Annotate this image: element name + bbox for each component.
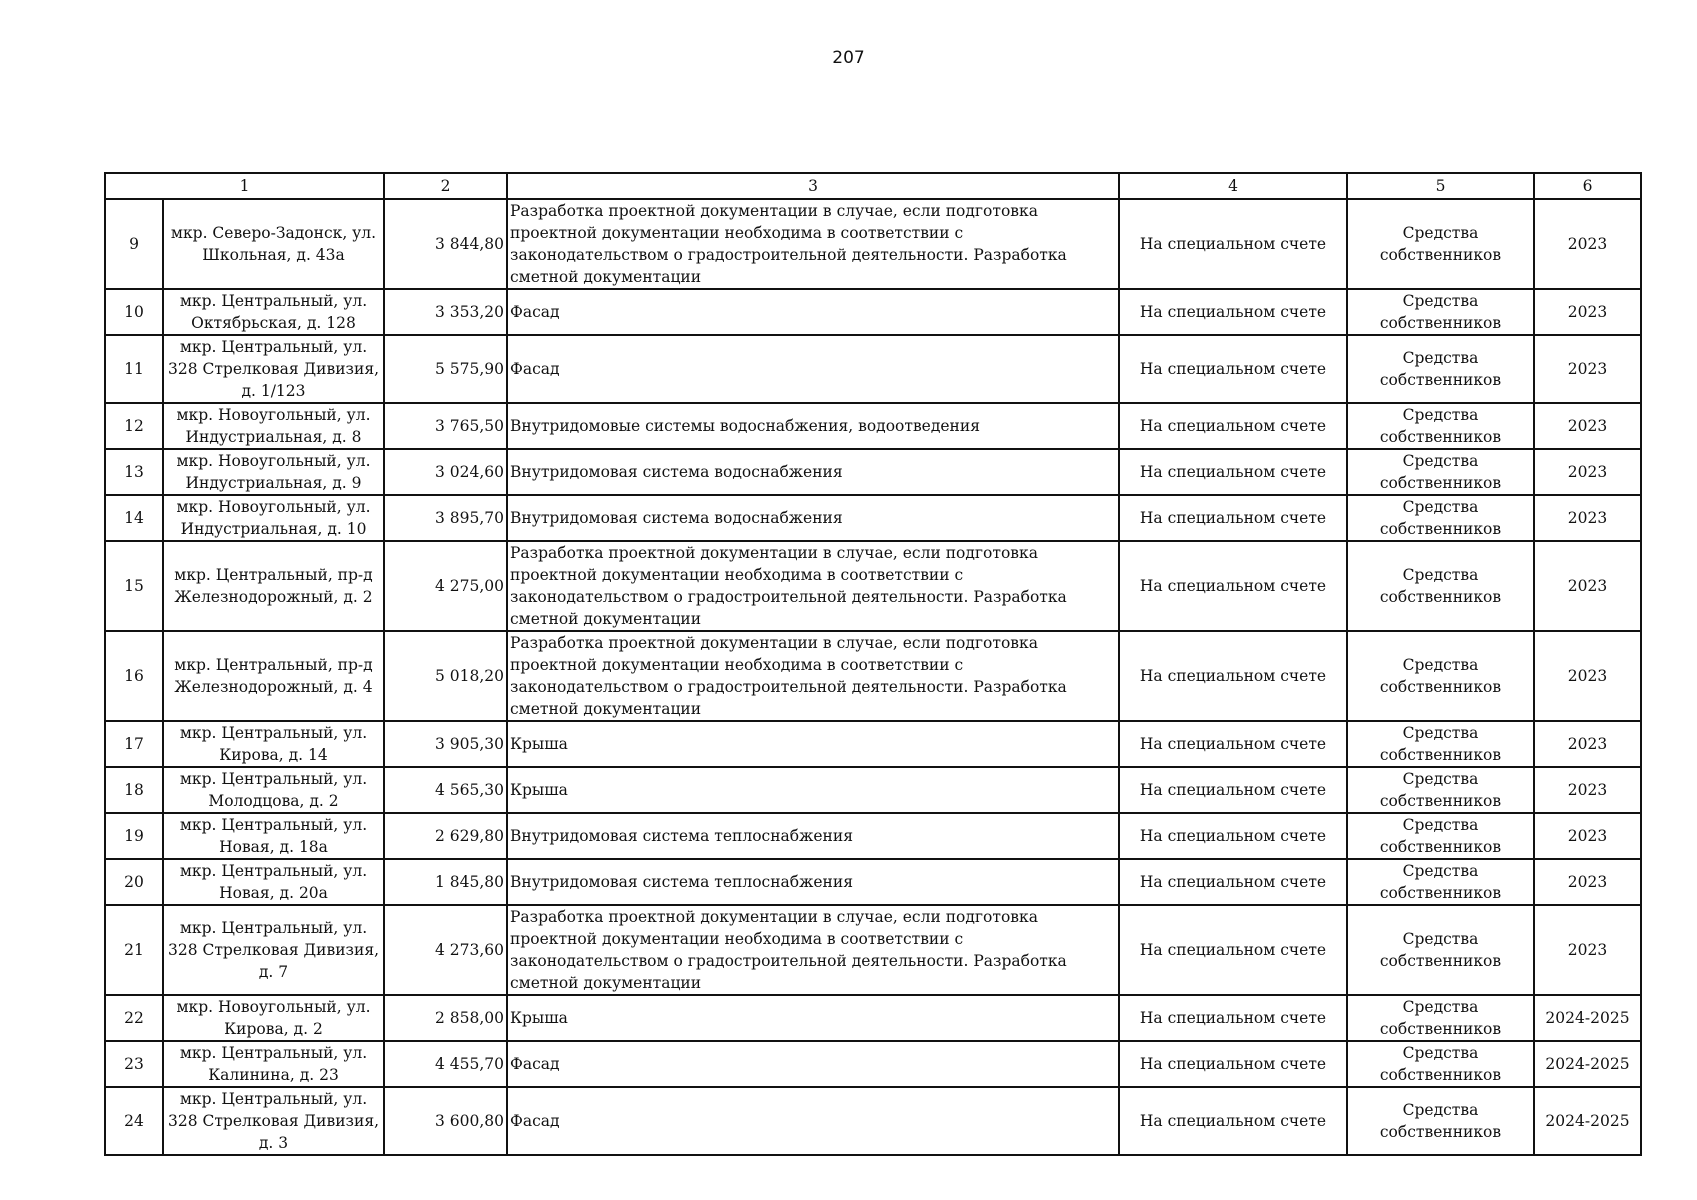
funding-source-cell: Средства собственников: [1347, 403, 1534, 449]
page-number: 207: [832, 48, 865, 68]
year-cell: 2023: [1534, 541, 1641, 631]
funding-source-cell: Средства собственников: [1347, 767, 1534, 813]
area-cell: 3 844,80: [384, 199, 507, 289]
table-row: [105, 335, 1641, 403]
row-number: 11: [105, 335, 163, 403]
work-type-cell: Внутридомовая система теплоснабжения: [507, 813, 1119, 859]
fund-account-cell: На специальном счете: [1119, 721, 1347, 767]
funding-source-cell: Средства собственников: [1347, 541, 1534, 631]
year-cell: 2023: [1534, 449, 1641, 495]
table-row: [105, 289, 1641, 335]
address-cell: мкр. Центральный, ул. 328 Стрелковая Дивизия, д. 1/123: [163, 335, 384, 403]
address-cell: мкр. Центральный, пр-д Железнодорожный, д. 4: [163, 631, 384, 721]
year-cell: 2024-2025: [1534, 1087, 1641, 1155]
fund-account-cell: На специальном счете: [1119, 199, 1347, 289]
work-type-cell: Фасад: [507, 289, 1119, 335]
table-row: [105, 995, 1641, 1041]
row-number: 10: [105, 289, 163, 335]
year-cell: 2023: [1534, 289, 1641, 335]
row-number: 17: [105, 721, 163, 767]
row-number: 9: [105, 199, 163, 289]
table-row: [105, 541, 1641, 631]
fund-account-cell: На специальном счете: [1119, 289, 1347, 335]
year-cell: 2023: [1534, 199, 1641, 289]
address-cell: мкр. Новоугольный, ул. Кирова, д. 2: [163, 995, 384, 1041]
funding-source-cell: Средства собственников: [1347, 995, 1534, 1041]
column-header-4: 4: [1119, 173, 1347, 199]
year-cell: 2023: [1534, 859, 1641, 905]
address-cell: мкр. Центральный, ул. 328 Стрелковая Дивизия, д. 3: [163, 1087, 384, 1155]
work-type-cell: Фасад: [507, 1087, 1119, 1155]
table-row: [105, 1041, 1641, 1087]
funding-source-cell: Средства собственников: [1347, 631, 1534, 721]
address-cell: мкр. Новоугольный, ул. Индустриальная, д. 9: [163, 449, 384, 495]
address-cell: мкр. Центральный, ул. Новая, д. 18а: [163, 813, 384, 859]
row-number: 14: [105, 495, 163, 541]
table-body: [105, 173, 1641, 1155]
area-cell: 4 273,60: [384, 905, 507, 995]
funding-source-cell: Средства собственников: [1347, 721, 1534, 767]
column-header-2: 2: [384, 173, 507, 199]
fund-account-cell: На специальном счете: [1119, 905, 1347, 995]
area-cell: 3 895,70: [384, 495, 507, 541]
table-row: [105, 905, 1641, 995]
year-cell: 2023: [1534, 905, 1641, 995]
table-row: [105, 403, 1641, 449]
row-number: 12: [105, 403, 163, 449]
year-cell: 2023: [1534, 813, 1641, 859]
work-type-cell: Разработка проектной документации в случае, если подготовка проектной документации необходима в соответствии с законодательством о градостроительной деятельности. Разработка сметной документации: [507, 905, 1119, 995]
year-cell: 2023: [1534, 721, 1641, 767]
table-row: [105, 631, 1641, 721]
funding-source-cell: Средства собственников: [1347, 335, 1534, 403]
address-cell: мкр. Центральный, ул. Калинина, д. 23: [163, 1041, 384, 1087]
row-number: 19: [105, 813, 163, 859]
funding-source-cell: Средства собственников: [1347, 905, 1534, 995]
column-header-3: 3: [507, 173, 1119, 199]
work-type-cell: Внутридомовая система водоснабжения: [507, 449, 1119, 495]
area-cell: 4 565,30: [384, 767, 507, 813]
area-cell: 4 455,70: [384, 1041, 507, 1087]
address-cell: мкр. Новоугольный, ул. Индустриальная, д. 10: [163, 495, 384, 541]
fund-account-cell: На специальном счете: [1119, 813, 1347, 859]
row-number: 13: [105, 449, 163, 495]
work-type-cell: Разработка проектной документации в случае, если подготовка проектной документации необходима в соответствии с законодательством о градостроительной деятельности. Разработка сметной документации: [507, 541, 1119, 631]
funding-source-cell: Средства собственников: [1347, 859, 1534, 905]
fund-account-cell: На специальном счете: [1119, 403, 1347, 449]
work-type-cell: Внутридомовые системы водоснабжения, водоотведения: [507, 403, 1119, 449]
funding-source-cell: Средства собственников: [1347, 813, 1534, 859]
table-row: [105, 199, 1641, 289]
repair-schedule-table: [104, 172, 1642, 1156]
row-number: 18: [105, 767, 163, 813]
year-cell: 2023: [1534, 495, 1641, 541]
funding-source-cell: Средства собственников: [1347, 1041, 1534, 1087]
funding-source-cell: Средства собственников: [1347, 449, 1534, 495]
row-number: 20: [105, 859, 163, 905]
fund-account-cell: На специальном счете: [1119, 631, 1347, 721]
area-cell: 3 024,60: [384, 449, 507, 495]
column-header-6: 6: [1534, 173, 1641, 199]
area-cell: 3 600,80: [384, 1087, 507, 1155]
year-cell: 2023: [1534, 767, 1641, 813]
year-cell: 2024-2025: [1534, 1041, 1641, 1087]
table-row: [105, 449, 1641, 495]
fund-account-cell: На специальном счете: [1119, 767, 1347, 813]
fund-account-cell: На специальном счете: [1119, 1087, 1347, 1155]
work-type-cell: Разработка проектной документации в случае, если подготовка проектной документации необходима в соответствии с законодательством о градостроительной деятельности. Разработка сметной документации: [507, 199, 1119, 289]
work-type-cell: Внутридомовая система теплоснабжения: [507, 859, 1119, 905]
header-row: [105, 173, 1641, 199]
address-cell: мкр. Новоугольный, ул. Индустриальная, д. 8: [163, 403, 384, 449]
table-row: [105, 1087, 1641, 1155]
area-cell: 1 845,80: [384, 859, 507, 905]
work-type-cell: Крыша: [507, 721, 1119, 767]
row-number: 16: [105, 631, 163, 721]
area-cell: 5 575,90: [384, 335, 507, 403]
column-header-1: 1: [105, 173, 384, 199]
row-number: 23: [105, 1041, 163, 1087]
work-type-cell: Фасад: [507, 335, 1119, 403]
row-number: 24: [105, 1087, 163, 1155]
area-cell: 5 018,20: [384, 631, 507, 721]
fund-account-cell: На специальном счете: [1119, 1041, 1347, 1087]
work-type-cell: Крыша: [507, 767, 1119, 813]
fund-account-cell: На специальном счете: [1119, 859, 1347, 905]
address-cell: мкр. Центральный, пр-д Железнодорожный, д. 2: [163, 541, 384, 631]
table-row: [105, 813, 1641, 859]
year-cell: 2023: [1534, 403, 1641, 449]
work-type-cell: Внутридомовая система водоснабжения: [507, 495, 1119, 541]
fund-account-cell: На специальном счете: [1119, 541, 1347, 631]
address-cell: мкр. Центральный, ул. 328 Стрелковая Дивизия, д. 7: [163, 905, 384, 995]
column-header-5: 5: [1347, 173, 1534, 199]
area-cell: 2 629,80: [384, 813, 507, 859]
address-cell: мкр. Центральный, ул. Молодцова, д. 2: [163, 767, 384, 813]
funding-source-cell: Средства собственников: [1347, 1087, 1534, 1155]
fund-account-cell: На специальном счете: [1119, 449, 1347, 495]
row-number: 22: [105, 995, 163, 1041]
funding-source-cell: Средства собственников: [1347, 199, 1534, 289]
address-cell: мкр. Центральный, ул. Новая, д. 20а: [163, 859, 384, 905]
area-cell: 3 765,50: [384, 403, 507, 449]
work-type-cell: Разработка проектной документации в случае, если подготовка проектной документации необходима в соответствии с законодательством о градостроительной деятельности. Разработка сметной документации: [507, 631, 1119, 721]
fund-account-cell: На специальном счете: [1119, 495, 1347, 541]
address-cell: мкр. Северо-Задонск, ул. Школьная, д. 43а: [163, 199, 384, 289]
year-cell: 2024-2025: [1534, 995, 1641, 1041]
year-cell: 2023: [1534, 335, 1641, 403]
work-type-cell: Фасад: [507, 1041, 1119, 1087]
area-cell: 2 858,00: [384, 995, 507, 1041]
row-number: 15: [105, 541, 163, 631]
fund-account-cell: На специальном счете: [1119, 335, 1347, 403]
address-cell: мкр. Центральный, ул. Октябрьская, д. 128: [163, 289, 384, 335]
fund-account-cell: На специальном счете: [1119, 995, 1347, 1041]
area-cell: 3 905,30: [384, 721, 507, 767]
funding-source-cell: Средства собственников: [1347, 289, 1534, 335]
year-cell: 2023: [1534, 631, 1641, 721]
table-row: [105, 721, 1641, 767]
row-number: 21: [105, 905, 163, 995]
table-row: [105, 859, 1641, 905]
table-row: [105, 495, 1641, 541]
table-row: [105, 767, 1641, 813]
address-cell: мкр. Центральный, ул. Кирова, д. 14: [163, 721, 384, 767]
area-cell: 3 353,20: [384, 289, 507, 335]
work-type-cell: Крыша: [507, 995, 1119, 1041]
area-cell: 4 275,00: [384, 541, 507, 631]
funding-source-cell: Средства собственников: [1347, 495, 1534, 541]
